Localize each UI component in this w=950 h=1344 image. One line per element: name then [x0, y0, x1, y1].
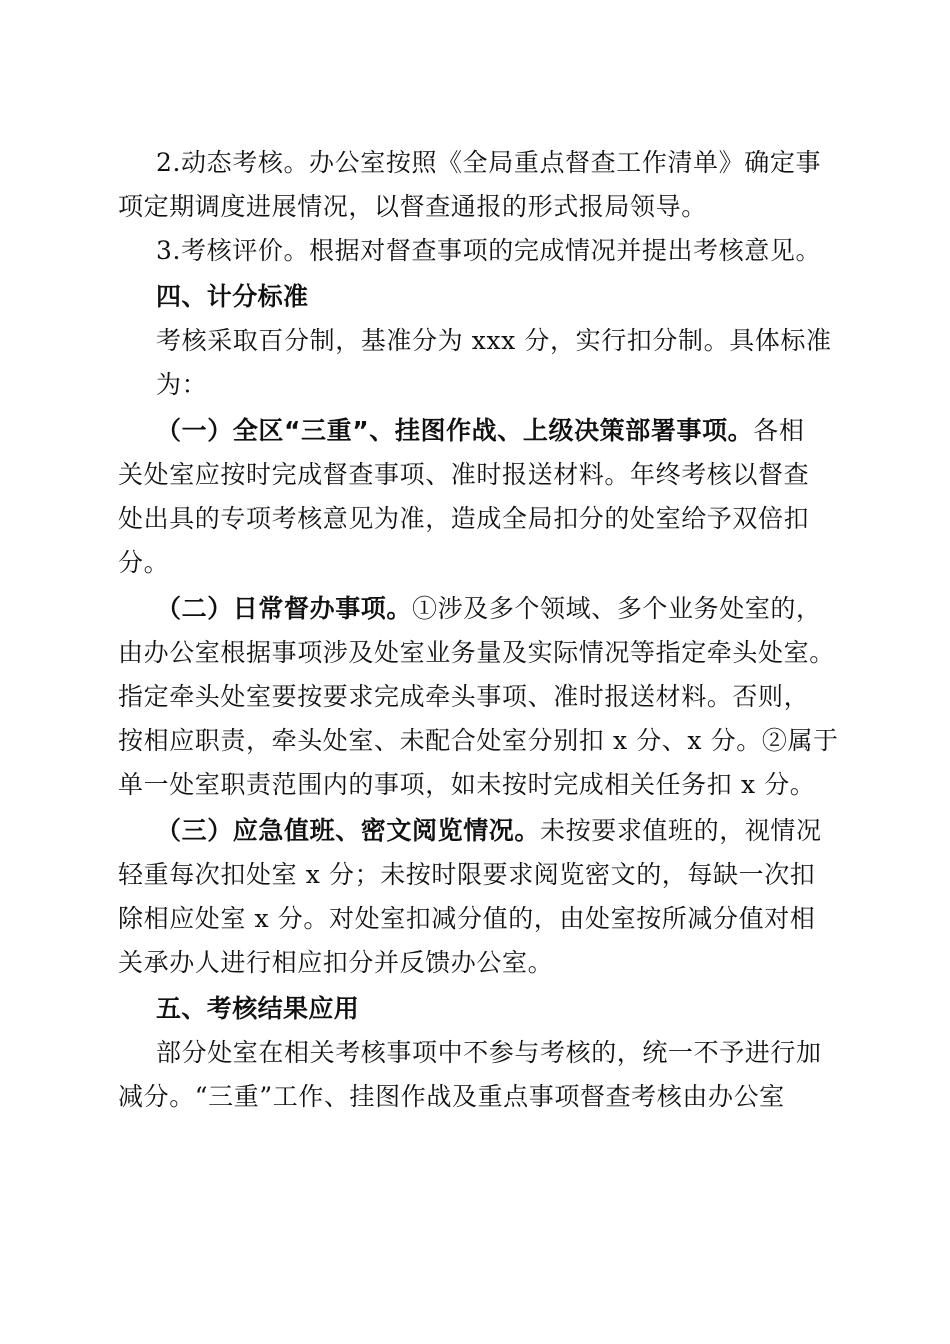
paragraph-item-one-line3: 处出具的专项考核意见为准，造成全局扣分的处室给予双倍扣 [118, 504, 810, 533]
paragraph-result-application-line2: 减分。“三重”工作、挂图作战及重点事项督查考核由办公室 [118, 1082, 785, 1111]
paragraph-item-two-line1 [156, 594, 822, 624]
paragraph-item-one-line2: 关处室应按时完成督查事项、准时报送材料。年终考核以督查 [118, 460, 810, 489]
paragraph-item-three-line3: 除相应处室 x 分。对处室扣减分值的，由处室按所减分值对相 [118, 904, 816, 933]
item-two-line1-tail: ①涉及多个领域、多个业务处室的， [412, 594, 822, 623]
paragraph-item-two-line3: 指定牵头处室要按要求完成牵头事项、准时报送材料。否则， [118, 682, 810, 711]
paragraph-dynamic-assessment-line1: 2.动态考核。办公室按照《全局重点督查工作清单》确定事 [156, 148, 822, 177]
section-heading-result-application: 五、考核结果应用 [156, 994, 360, 1023]
paragraph-scoring-intro-line2: 为： [156, 370, 208, 399]
item-three-lead: （三）应急值班、密文阅览情况。 [156, 816, 541, 845]
item-one-lead: （一）全区“三重”、挂图作战、上级决策部署事项。 [156, 416, 754, 445]
paragraph-item-three-line4: 关承办人进行相应扣分并反馈办公室。 [118, 948, 554, 977]
paragraph-item-three-line1 [156, 816, 822, 846]
paragraph-item-one-line1 [156, 416, 804, 446]
paragraph-item-two-line5: 单一处室职责范围内的事项，如未按时完成相关任务扣 x 分。 [118, 770, 816, 799]
paragraph-item-one-line4: 分。 [118, 548, 170, 577]
paragraph-dynamic-assessment-line2: 项定期调度进展情况，以督查通报的形式报局领导。 [118, 192, 707, 221]
paragraph-item-two-line4: 按相应职责，牵头处室、未配合处室分别扣 x 分、x 分。②属于 [118, 726, 839, 755]
paragraph-item-three-line2: 轻重每次扣处室 x 分；未按时限要求阅览密文的，每缺一次扣 [118, 860, 816, 889]
section-heading-scoring-standard: 四、计分标准 [156, 282, 309, 311]
paragraph-scoring-intro-line1: 考核采取百分制，基准分为 xxx 分，实行扣分制。具体标准 [156, 326, 832, 355]
paragraph-result-application-line1: 部分处室在相关考核事项中不参与考核的，统一不予进行加 [156, 1038, 822, 1067]
item-one-line1-tail: 各相 [753, 416, 805, 445]
item-three-line1-tail: 未按要求值班的，视情况 [540, 816, 822, 845]
paragraph-assessment-evaluation: 3.考核评价。根据对督查事项的完成情况并提出考核意见。 [156, 236, 822, 265]
paragraph-item-two-line2: 由办公室根据事项涉及处室业务量及实际情况等指定牵头处室。 [118, 638, 835, 667]
item-two-lead: （二）日常督办事项。 [156, 594, 413, 623]
